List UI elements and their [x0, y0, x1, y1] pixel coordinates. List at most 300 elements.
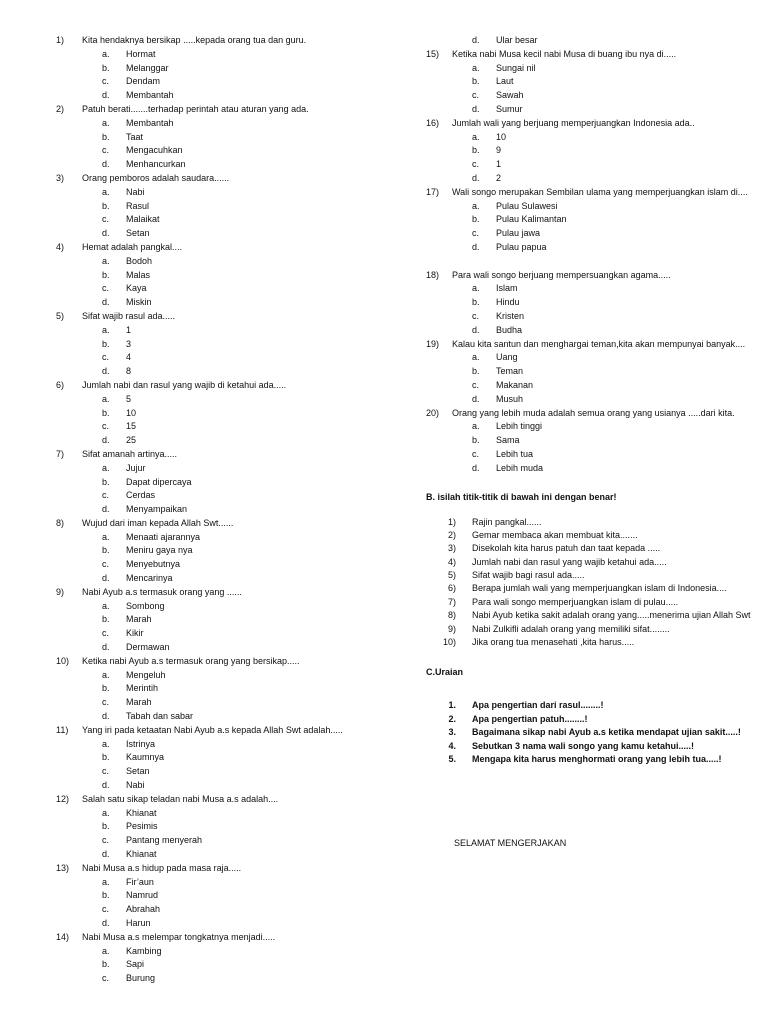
option-text: Cerdas	[126, 490, 156, 501]
question-number: 12)	[56, 793, 70, 804]
question-text: Ketika nabi Musa kecil nabi Musa di buang ibu nya di.....	[452, 48, 677, 59]
option-row	[426, 131, 756, 145]
option-row	[426, 89, 756, 103]
option-row	[56, 131, 386, 145]
option-letter: c.	[102, 559, 110, 570]
item-number: 5.	[448, 753, 456, 764]
option-letter: a.	[472, 352, 480, 363]
option-row	[426, 144, 756, 158]
option-text: 15	[126, 421, 137, 432]
question-number: 1)	[56, 35, 65, 45]
option-row	[56, 144, 386, 158]
option-text: Istrinya	[126, 738, 156, 749]
option-row	[426, 213, 756, 227]
option-text: 3	[126, 338, 132, 349]
section-c-title: C.Uraian	[426, 667, 464, 678]
option-letter: d.	[472, 172, 480, 183]
essay-item	[426, 713, 756, 726]
option-text: Marah	[126, 614, 152, 625]
item-number: 6)	[447, 583, 456, 594]
option-text: 5	[126, 393, 132, 404]
option-row	[56, 641, 386, 655]
option-letter: c.	[102, 766, 110, 777]
option-letter: a.	[102, 531, 110, 542]
option-text: Pantang menyerah	[126, 835, 203, 846]
option-text: Laut	[496, 76, 514, 87]
option-row	[426, 282, 756, 296]
option-row	[56, 365, 386, 379]
option-text: Lebih tinggi	[496, 421, 543, 432]
question-number: 11)	[56, 724, 69, 735]
option-text: Nabi	[126, 186, 145, 197]
question-row	[56, 655, 386, 669]
option-text: Mengeluh	[126, 669, 166, 680]
option-text: Burung	[126, 973, 156, 984]
option-row	[426, 324, 756, 338]
option-letter: b.	[102, 959, 110, 970]
section-b-title: B. isilah titik-titik di bawah ini dengan benar!	[426, 491, 617, 502]
option-text: Harun	[126, 918, 151, 928]
option-text: Bodoh	[126, 255, 153, 266]
question-number: 13)	[56, 862, 70, 873]
option-text: Nabi	[126, 780, 145, 791]
question-number: 2)	[56, 103, 65, 114]
option-row	[426, 34, 756, 48]
question-number: 17)	[426, 186, 440, 197]
option-text: Mencarinya	[126, 573, 173, 584]
option-row	[56, 531, 386, 545]
option-row	[56, 945, 386, 959]
option-row	[426, 75, 756, 89]
option-letter: b.	[102, 476, 110, 487]
item-text: Apa pengertian patuh........!	[472, 713, 588, 724]
option-letter: b.	[102, 683, 110, 694]
item-number: 1)	[447, 516, 456, 527]
question-text: Kalau kita santun dan menghargai teman,kita akan mempunyai banyak....	[452, 338, 746, 349]
question-row	[426, 48, 756, 62]
option-letter: a.	[472, 200, 480, 211]
option-row	[56, 324, 386, 338]
option-text: Jujur	[126, 462, 146, 473]
item-text: Berapa jumlah wali yang memperjuangkan islam di Indonesia....	[472, 583, 727, 594]
item-text: Gemar membaca akan membuat kita.......	[472, 529, 638, 540]
option-letter: c.	[102, 973, 110, 984]
option-text: Mengacuhkan	[126, 145, 183, 156]
option-letter: a.	[102, 48, 110, 59]
option-text: Menaati ajarannya	[126, 531, 201, 542]
option-row	[56, 972, 386, 986]
option-row	[426, 434, 756, 448]
option-text: Pesimis	[126, 821, 158, 832]
item-number: 4)	[447, 556, 456, 567]
option-letter: a.	[102, 255, 110, 266]
option-text: Teman	[496, 366, 524, 377]
option-row	[56, 227, 386, 241]
option-row	[56, 779, 386, 793]
question-number: 15)	[426, 48, 440, 59]
option-row	[426, 393, 756, 407]
option-letter: a.	[102, 807, 110, 818]
option-text: 1	[496, 159, 502, 170]
option-letter: d.	[102, 918, 110, 928]
option-letter: a.	[102, 117, 110, 128]
fill-in-item	[426, 556, 756, 569]
option-letter: a.	[102, 738, 110, 749]
item-text: Mengapa kita harus menghormati orang yang lebih tua.....!	[472, 753, 722, 764]
option-text: Lebih muda	[496, 462, 544, 473]
spacer	[426, 255, 756, 269]
question-number: 7)	[56, 448, 65, 459]
option-letter: d.	[102, 435, 110, 446]
option-text: Membantah	[126, 117, 174, 128]
option-text: Sungai nil	[496, 62, 536, 73]
option-text: Sumur	[496, 103, 523, 114]
item-text: Nabi Zulkifli adalah orang yang memiliki sifat........	[472, 623, 670, 634]
option-row	[56, 200, 386, 214]
option-row	[56, 572, 386, 586]
option-row	[426, 172, 756, 186]
option-letter: d.	[472, 103, 480, 114]
option-text: Marah	[126, 697, 152, 708]
option-letter: b.	[102, 62, 110, 73]
option-letter: a.	[102, 324, 110, 335]
option-row	[426, 351, 756, 365]
question-row	[56, 103, 386, 117]
option-text: Islam	[496, 283, 518, 294]
option-text: Kambing	[126, 945, 162, 956]
option-letter: c.	[102, 283, 110, 294]
option-letter: c.	[472, 310, 480, 321]
option-text: 10	[496, 131, 507, 142]
option-text: Melanggar	[126, 62, 169, 73]
question-number: 6)	[56, 379, 65, 390]
item-text: Sebutkan 3 nama wali songo yang kamu ketahui.....!	[472, 740, 695, 751]
option-letter: a.	[102, 669, 110, 680]
option-text: Dapat dipercaya	[126, 476, 192, 487]
option-letter: c.	[102, 76, 110, 87]
question-text: Hemat adalah pangkal....	[82, 241, 183, 252]
option-letter: c.	[472, 379, 480, 390]
item-number: 8)	[447, 610, 456, 621]
option-row	[56, 544, 386, 558]
option-row	[426, 448, 756, 462]
option-row	[426, 462, 756, 476]
option-letter: c.	[472, 159, 480, 170]
question-text: Wali songo merupakan Sembilan ulama yang memperjuangkan islam di....	[452, 186, 748, 197]
option-letter: b.	[102, 545, 110, 556]
question-text: Para wali songo berjuang mempersuangkan agama.....	[452, 269, 671, 280]
option-letter: b.	[102, 614, 110, 625]
option-letter: d.	[102, 159, 110, 170]
option-text: Dermawan	[126, 642, 170, 653]
option-row	[426, 379, 756, 393]
option-letter: c.	[102, 214, 110, 225]
item-number: 5)	[447, 570, 456, 581]
question-row	[56, 931, 386, 945]
fill-in-item	[426, 516, 756, 529]
option-row	[56, 710, 386, 724]
option-row	[426, 296, 756, 310]
option-letter: b.	[102, 407, 110, 418]
option-text: Lebih tua	[496, 448, 534, 459]
question-number: 9)	[56, 586, 65, 597]
question-number: 8)	[56, 517, 65, 528]
question-number: 4)	[56, 241, 65, 252]
option-row	[56, 434, 386, 448]
option-letter: b.	[472, 435, 480, 446]
option-row	[56, 393, 386, 407]
option-row	[56, 489, 386, 503]
question-row	[56, 517, 386, 531]
option-row	[56, 117, 386, 131]
option-text: Sapi	[126, 959, 145, 970]
item-text: Para wali songo memperjuangkan islam di pulau.....	[472, 596, 679, 607]
question-row	[56, 172, 386, 186]
question-text: Orang pemboros adalah saudara......	[82, 172, 230, 183]
option-text: Kaumnya	[126, 752, 165, 763]
option-text: Musuh	[496, 393, 524, 404]
option-row	[56, 627, 386, 641]
option-letter: a.	[102, 462, 110, 473]
option-letter: b.	[472, 366, 480, 377]
option-letter: b.	[102, 200, 110, 211]
option-text: Fir’aun	[126, 876, 154, 887]
option-letter: b.	[102, 131, 110, 142]
option-letter: d.	[102, 573, 110, 584]
option-letter: b.	[102, 752, 110, 763]
option-letter: a.	[102, 186, 110, 197]
option-letter: c.	[102, 904, 110, 915]
option-row	[56, 696, 386, 710]
option-row	[426, 158, 756, 172]
option-letter: b.	[102, 890, 110, 901]
option-row	[426, 365, 756, 379]
question-row	[56, 241, 386, 255]
option-letter: a.	[472, 62, 480, 73]
option-letter: b.	[472, 145, 480, 156]
option-row	[56, 834, 386, 848]
fill-in-item	[426, 623, 756, 636]
option-row	[56, 75, 386, 89]
option-text: 25	[126, 435, 137, 446]
option-letter: b.	[472, 297, 480, 308]
option-row	[56, 807, 386, 821]
item-number: 4.	[448, 740, 456, 751]
option-text: 10	[126, 407, 137, 418]
item-text: Jika orang tua menasehati ,kita harus.....	[472, 637, 635, 648]
option-letter: c.	[472, 448, 480, 459]
question-number: 10)	[56, 655, 70, 666]
option-row	[56, 958, 386, 972]
question-number: 3)	[56, 172, 65, 183]
option-text: Sama	[496, 435, 520, 446]
option-row	[56, 407, 386, 421]
option-text: Ular besar	[496, 35, 538, 45]
option-row	[56, 158, 386, 172]
option-text: Makanan	[496, 379, 534, 390]
option-text: 4	[126, 352, 132, 363]
option-row	[56, 917, 386, 931]
item-number: 10)	[442, 637, 456, 648]
option-text: Menyampaikan	[126, 504, 188, 515]
question-number: 18)	[426, 269, 440, 280]
question-row	[426, 186, 756, 200]
question-text: Kita hendaknya bersikap .....kepada orang tua dan guru.	[82, 35, 307, 45]
option-text: Hormat	[126, 48, 156, 59]
option-letter: d.	[472, 241, 480, 252]
left-column	[56, 34, 386, 986]
question-row	[426, 407, 756, 421]
section-c-list	[426, 699, 756, 766]
option-letter: d.	[102, 642, 110, 653]
question-row	[56, 310, 386, 324]
fill-in-item	[426, 596, 756, 609]
option-letter: c.	[102, 421, 110, 432]
item-number: 1.	[448, 700, 456, 711]
essay-item	[426, 726, 756, 739]
option-text: Pulau papua	[496, 241, 547, 252]
option-text: Hindu	[496, 297, 520, 308]
option-row	[56, 462, 386, 476]
option-letter: c.	[102, 628, 110, 639]
option-row	[56, 296, 386, 310]
option-row	[56, 848, 386, 862]
option-text: 9	[496, 145, 502, 156]
option-letter: c.	[102, 697, 110, 708]
option-letter: d.	[102, 780, 110, 791]
option-text: Menhancurkan	[126, 159, 186, 170]
item-number: 2.	[448, 713, 456, 724]
option-text: Rasul	[126, 200, 150, 211]
question-list	[426, 48, 756, 476]
question-text: Jumlah wali yang berjuang memperjuangkan Indonesia ada..	[452, 117, 695, 128]
option-text: Pulau Kalimantan	[496, 214, 567, 225]
option-row	[56, 738, 386, 752]
option-row	[56, 476, 386, 490]
option-row	[426, 200, 756, 214]
question-text: Jumlah nabi dan rasul yang wajib di ketahui ada.....	[82, 379, 287, 390]
option-text: 1	[126, 324, 132, 335]
option-row	[56, 186, 386, 200]
option-text: Namrud	[126, 890, 159, 901]
option-row	[426, 241, 756, 255]
option-row	[56, 255, 386, 269]
item-text: Apa pengertian dari rasul........!	[472, 700, 604, 711]
item-text: Jumlah nabi dan rasul yang wajib ketahui ada.....	[472, 556, 667, 567]
question-text: Yang iri pada ketaatan Nabi Ayub a.s kepada Allah Swt adalah.....	[82, 724, 343, 735]
question-number: 5)	[56, 310, 65, 321]
question-number: 16)	[426, 117, 440, 128]
option-letter: d.	[472, 393, 480, 404]
question-number: 14)	[56, 931, 70, 942]
question-number: 20)	[426, 407, 440, 418]
question-text: Ketika nabi Ayub a.s termasuk orang yang bersikap.....	[82, 655, 300, 666]
option-row	[56, 420, 386, 434]
option-row	[426, 227, 756, 241]
right-column	[426, 34, 756, 766]
option-letter: c.	[102, 145, 110, 156]
question-row	[426, 269, 756, 283]
question-row	[56, 724, 386, 738]
fill-in-item	[426, 542, 756, 555]
option-row	[56, 765, 386, 779]
option-letter: d.	[102, 504, 110, 515]
option-text: Malas	[126, 269, 151, 280]
option-letter: d.	[102, 849, 110, 860]
option-text: Tabah dan sabar	[126, 711, 194, 722]
option-text: Khianat	[126, 849, 157, 860]
option-row	[56, 48, 386, 62]
question-text: Salah satu sikap teladan nabi Musa a.s adalah....	[82, 793, 279, 804]
option-row	[56, 269, 386, 283]
option-text: Miskin	[126, 297, 152, 308]
option-letter: b.	[102, 821, 110, 832]
option-letter: b.	[102, 269, 110, 280]
item-text: Disekolah kita harus patuh dan taat kepada .....	[472, 543, 661, 554]
item-number: 9)	[447, 623, 456, 634]
fill-in-item	[426, 569, 756, 582]
item-number: 3.	[448, 727, 456, 738]
option-text: Membantah	[126, 90, 174, 101]
option-letter: d.	[102, 297, 110, 308]
option-text: Malaikat	[126, 214, 160, 225]
item-number: 3)	[447, 543, 456, 554]
option-row	[56, 338, 386, 352]
option-text: Merintih	[126, 683, 159, 694]
closing-text: SELAMAT MENGERJAKAN	[454, 838, 567, 848]
fill-in-item	[426, 636, 756, 649]
question-row	[56, 448, 386, 462]
option-letter: a.	[102, 876, 110, 887]
option-row	[56, 889, 386, 903]
option-row	[56, 213, 386, 227]
question-text: Nabi Musa a.s hidup pada masa raja.....	[82, 862, 242, 873]
option-text: Sawah	[496, 90, 524, 101]
option-letter: b.	[472, 214, 480, 225]
option-text: Dendam	[126, 76, 161, 87]
question-number: 19)	[426, 338, 440, 349]
option-text: Sombong	[126, 600, 165, 611]
option-text: Menyebutnya	[126, 559, 181, 570]
option-text: Pulau jawa	[496, 228, 541, 239]
option-letter: c.	[472, 228, 480, 239]
option-row	[56, 600, 386, 614]
essay-item	[426, 740, 756, 753]
option-row	[56, 751, 386, 765]
option-row	[56, 682, 386, 696]
option-letter: a.	[102, 945, 110, 956]
option-letter: b.	[102, 338, 110, 349]
question-text: Patuh berati.......terhadap perintah atau aturan yang ada.	[82, 103, 309, 114]
option-row	[426, 103, 756, 117]
item-text: Bagaimana sikap nabi Ayub a.s ketika mendapat ujian sakit.....!	[472, 727, 741, 738]
option-text: 2	[496, 172, 502, 183]
question-text: Sifat wajib rasul ada.....	[82, 310, 176, 321]
option-letter: a.	[472, 421, 480, 432]
option-text: Khianat	[126, 807, 157, 818]
option-text: Pulau Sulawesi	[496, 200, 558, 211]
option-letter: d.	[472, 462, 480, 473]
item-text: Sifat wajib bagi rasul ada.....	[472, 570, 585, 581]
option-letter: a.	[102, 600, 110, 611]
option-row	[56, 669, 386, 683]
question-row	[426, 338, 756, 352]
question-row	[426, 117, 756, 131]
option-text: Taat	[126, 131, 144, 142]
option-letter: a.	[102, 393, 110, 404]
option-row	[56, 613, 386, 627]
option-letter: c.	[102, 352, 110, 363]
